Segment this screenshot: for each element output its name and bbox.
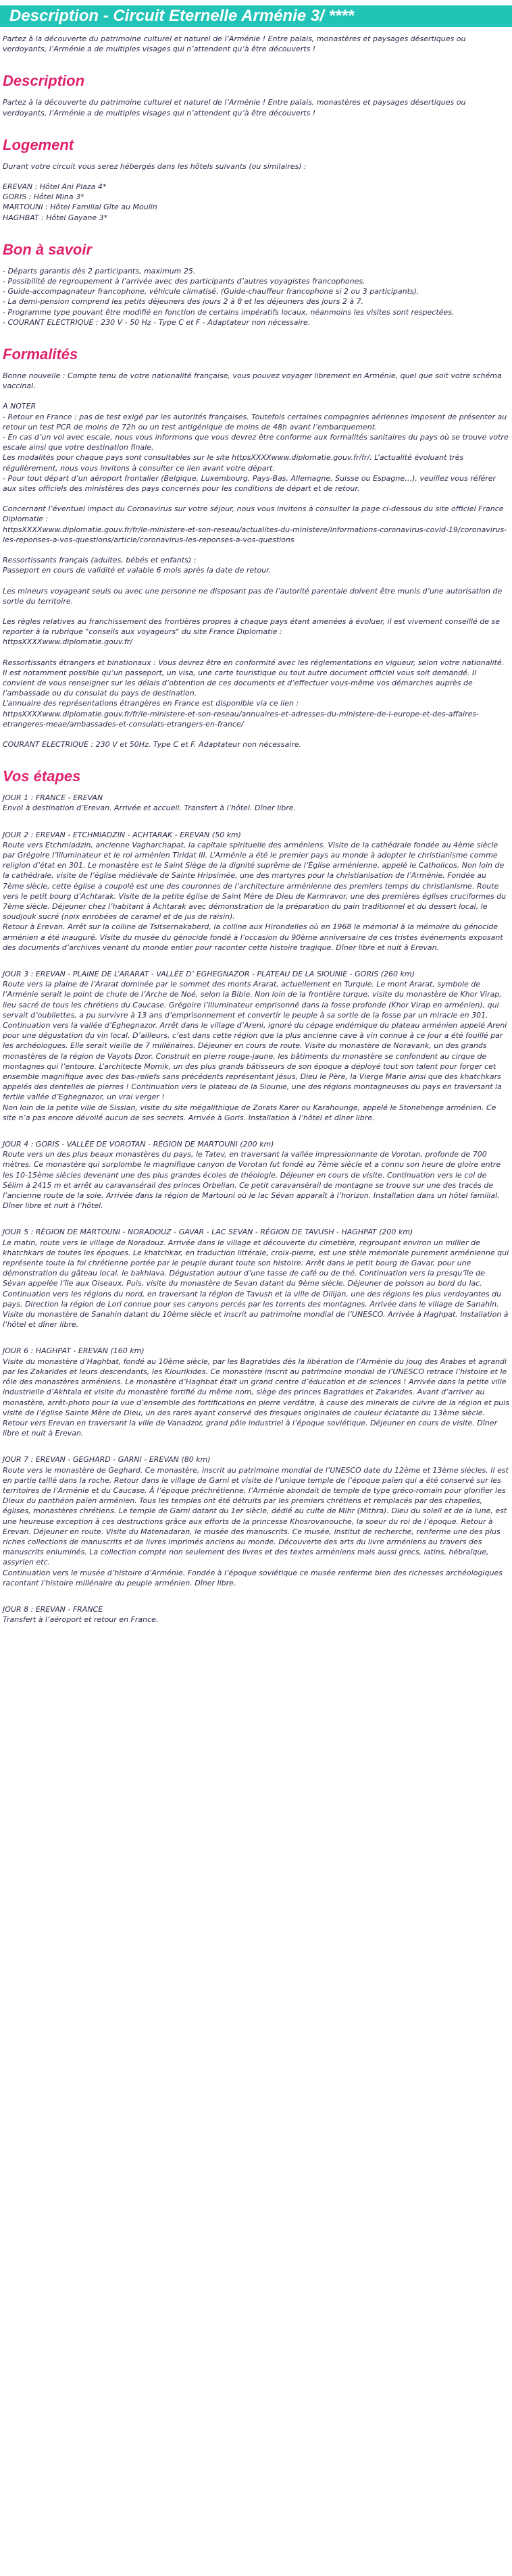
description-heading: Description: [3, 72, 85, 90]
bon-a-savoir-heading: Bon à savoir: [3, 240, 93, 258]
day-title: JOUR 2 : EREVAN - ETCHMIADZIN - ACHTARAK - EREVAN (50 km): [3, 830, 241, 839]
logement-heading: Logement: [3, 136, 74, 153]
hotel-list: [3, 182, 509, 223]
day-text: Envol à destination d’Erevan. Arrivée et accueil. Transfert à l’hôtel. Dîner libre.: [3, 804, 297, 813]
info-item: - Guide-accompagnateur francophone, véhicule climatisé. (Guide-chauffeur francophone si 2 ou 3 participants).: [3, 287, 419, 296]
formalites-section: [3, 345, 509, 750]
intro-text: Partez à la découverte du patrimoine culturel et naturel de l’Arménie ! Entre palais, monastères et paysages désertiques ou verdoyants, l’Arménie a de multiples visages qui n’attendent qu’à être découverts !: [3, 34, 468, 54]
day-text: Route vers le monastère de Geghard. Ce monastère, inscrit au patrimoine mondial de l’UNESCO date du 12ème et 13ème siècles. Il est en partie taillé dans la roche. Retour dans le village de Garni et visite de l’unique temple de l’époque païen qui a été conservé sur les territoires de l’Arménie et du Caucase. À l’époque préchrétienne, l’Arménie abondait de temple de type gréco-romain pour glorifier les Dieux du panthéon païen arménien. Tous les temples ont été détruits par les premiers chrétiens et remplacés par des chapelles, églises, monastères chrétiens. Le temple de Garni datant du 1er siècle, dédié au culte de Mihr (Mithra). Dieu du soleil et de la lune, est une heureuse exception à ces destructions grâce aux efforts de la princesse Khosrovanouche, la soeur du roi de l’époque. Retour à Erevan. Déjeuner en route. Visite du Matenadaran, le musée des manuscrits. Ce musée, institut de recherche, renferme une des plus riches collections de manuscrits et de livres imprimés anciens au monde. Découverte des arts du livre arméniens au travers des manuscrits enluminés. La collection compte non seulement des livres et des textes arméniens mais aussi grecs, latins, hébraïque, assyrien etc. Continuation vers le musée d’histoire d’Arménie. Fondée à l’époque soviétique ce musée renferme bien des richesses archéologiques racontant l’histoire millénaire du peuple arménien. Dîner libre.: [3, 1465, 509, 1587]
day-title: JOUR 5 : RÉGION DE MARTOUNI - NORADOUZ - GAVAR - LAC SEVAN - RÉGION DE TAVUSH - HAGHPAT (200 km): [3, 1228, 413, 1237]
description-section: [3, 72, 509, 117]
vos-etapes-section: [3, 767, 512, 1625]
day-text: Visite du monastère d’Haghbat, fondé au 10ème siècle, par les Bagratides dès la libération de l’Arménie du joug des Arabes et agrandi par les Zakarides et leurs descendants, les Kiourikides. Ce monastère inscrit au patrimoine mondial de l’UNESCO retrace l’histoire et le rôle des monastères arméniens. Le monastère d’Haghbat était un grand centre d’éducation et de sciences ! Arrivée dans la petite ville industrielle d’Akhtala et visite du monastère fortifié du même nom, siège des princes Bagratides et Zakarides. Avant d’arriver au monastère, arrêt-photo pour la vue d’ensemble des fortifications en pierre verdâtre, à cause des minerais de cuivre de la région et puis visite de l’église Sainte Mère de Dieu, un des rares ayant conservé des fresques originales de couleur éclatante du 13ème siècle. Retour vers Erevan en traversant la ville de Vanadzor, grand pôle industriel à l’époque soviétique. Déjeuner en cours de visite. Dîner libre et nuit à Erevan.: [3, 1357, 512, 1438]
day-title: JOUR 1 : FRANCE - EREVAN: [3, 793, 103, 803]
description-text: Partez à la découverte du patrimoine culturel et naturel de l’Arménie ! Entre palais, monastères et paysages désertiques ou verdoyants, l’Arménie a de multiples visages qui n’attendent qu’à être découverts !: [3, 98, 468, 117]
day-text: Le matin, route vers le village de Noradouz. Arrivée dans le village et découverte du cimetière, regroupant environ un millier de khatchkars de toutes les époques. Le khatchkar, en traduction littérale, croix-pierre, est une stèle mémoriale purement arménienne qui représente toute la foi chrétienne portée par le peuple durant toute son histoire. Arrêt dans le petit bourg de Gavar, pour une démonstration du gâteau local, le bakhlava. Dégustation autour d’une tasse de café ou de thé. Continuation vers la presqu’île de Sévan appelée l’île aux Oiseaux. Puis, visite du monastère de Sevan datant du 9ème siècle. Déjeuner de poisson au bord du lac. Continuation vers les régions du nord, en traversant la région de Tavush et la ville de Dilijan, une des régions les plus verdoyantes du pays. Direction la région de Lori connue pour ses canyons percés par les torrents des montagnes. Arrivée dans le village de Sanahin. Visite du monastère de Sanahin datant du 10ème siècle et inscrit au patrimoine mondial de l’UNESCO. Arrivée à Haghpat. Installation à l’hôtel et dîner libre.: [3, 1238, 511, 1330]
formalites-paragraph: Ressortissants français (adultes, bébés et enfants) : Passeport en cours de validité et valable 6 mois après la date de retour.: [3, 556, 272, 575]
day-title: JOUR 8 : EREVAN - FRANCE: [3, 1604, 103, 1614]
formalites-paragraph: Les règles relatives au franchissement des frontières propres à chaque pays étant amenées à évoluer, il est vivement conseillé de se reporter à la rubrique "conseils aux voyageurs" du site France Diplomatie : httpsXXXXwww.diplomatie.gouv.fr/: [3, 616, 500, 647]
vos-etapes-heading: Vos étapes: [3, 768, 81, 785]
bon-a-savoir-section: [3, 240, 509, 327]
hotel-item: EREVAN : Hôtel Ani Plaza 4*: [3, 182, 107, 192]
hotel-item: GORIS : Hôtel Mina 3*: [3, 192, 84, 202]
info-item: - Départs garantis dès 2 participants, maximum 25.: [3, 266, 196, 275]
info-item: - Possibilité de regroupement à l’arrivée avec des participants d’autres voyagistes francophones.: [3, 277, 365, 286]
formalites-paragraph: Bonne nouvelle : Compte tenu de votre nationalité française, vous pouvez voyager librement en Arménie, quel que soit votre schéma vaccinal.: [3, 371, 505, 391]
info-item: - COURANT ELECTRIQUE : 230 V - 50 Hz - Type C et F - Adaptateur non nécessaire.: [3, 317, 311, 327]
day-text: Route vers Etchmiadzin, ancienne Vagharchapat, la capitale spirituelle des arméniens. Visite de la cathédrale fondée au 4ème siècle par Grégoire l’Illuminateur et le roi arménien Tiridat III. L’Arménie a été le premier pays au monde à adopter le christianisme comme religion d’état en 301. Le monastère est le Saint Siège de la dignité suprême de l’Église arménienne, appelé le Catholicos. Non loin de la cathédrale, visite de l’église médiévale de Sainte Hripsimée, une des martyres pour la christianisation de l’Arménie. Fondée au 7ème siècle, cette église a coupolé est une des couronnes de l’architecture arménienne des premiers temps du christianisme. Route vers le petit bourg d’Achtarak. Visite de la petite église de Saint Mère de Dieu de Karmravor, une des premières églises cruciformes du 7ème siècle. Déjeuner chez l’habitant à Achtarak avec démonstration de la préparation du pain traditionnel et du dessert local, le soudjouk sucré (noix enrobées de caramel et de jus de raisin). Retour à Erevan. Arrêt sur la colline de Tsitsernakaberd, la colline aux Hirondelles où en 1968 le mémorial à la mémoire du génocide arménien a été inauguré. Visite du musée du génocide fondé à l’occasion du 90ème anniversaire de ces tristes événements exposant des documents d’archives venant du monde entier pour raconter cette histoire tragique. Dîner libre et nuit à Erevan.: [3, 840, 507, 952]
logement-section: [3, 136, 509, 223]
formalites-heading: Formalités: [3, 346, 78, 363]
hotel-item: HAGHBAT : Hôtel Gayane 3*: [3, 213, 108, 222]
page-banner: [0, 5, 512, 27]
hotel-item: MARTOUNI : Hôtel Familial Gîte au Moulin: [3, 203, 157, 212]
formalites-paragraph: Concernant l’éventuel impact du Coronavirus sur votre séjour, nous vous invitons à consulter la page ci-dessous du site officiel France Diplomatie : httpsXXXXwww.diplomatie.gouv.fr/fr/le-ministere-et-son-reseau/actualites-du-ministere/informations-coronavirus-covid-19/coronavirus-les-reponses-a-vos-questions/article/coronavirus-les-reponses-a-vos-questions: [3, 504, 507, 544]
content: [0, 34, 512, 1625]
formalites-paragraph: COURANT ELECTRIQUE : 230 V et 50Hz. Type C et F. Adaptateur non nécessaire.: [3, 739, 302, 749]
banner-title: Description - Circuit Eternelle Arménie 3/ ****: [9, 7, 354, 25]
day-title: JOUR 7 : EREVAN - GEGHARD - GARNI - EREVAN (80 km): [3, 1455, 211, 1465]
formalites-paragraph: Les mineurs voyageant seuls ou avec une personne ne disposant pas de l’autorité parentale doivent être munis d’une autorisation de sortie du territoire.: [3, 586, 505, 606]
day-text: Transfert à l’aéroport et retour en France.: [3, 1615, 159, 1625]
day-title: JOUR 4 : GORIS - VALLÉE DE VOROTAN - RÉGION DE MARTOUNI (200 km): [3, 1140, 274, 1149]
info-list: [3, 266, 509, 327]
formalites-paragraph: A NOTER - Retour en France : pas de test exigé par les autorités françaises. Toutefois certaines compagnies aériennes imposent de présenter au retour un test PCR de moins de 72h ou un test antigénique de moins de 48h avant l’embarquement. - En cas d’un vol avec escale, nous vous informons que vous devrez être conforme aux formalités sanitaires du pays où se trouve votre escale ainsi que votre destination finale. Les modalités pour chaque pays sont consultables sur le site httpsXXXXwww.diplomatie.gouv.fr/fr/. L’actualité évoluant très régulièrement, nous vous invitons à consulter ce lien avant votre départ. - Pour tout départ d’un aéroport frontalier (Belgique, Luxembourg, Pays-Bas, Allemagne, Suisse ou Espagne…), veuillez vous référer aux sites officiels des ministères des pays concernés pour les conditions de départ et de retour.: [3, 402, 509, 494]
day-title: JOUR 3 : EREVAN - PLAINE DE L’ARARAT - VALLÉE D’ EGHEGNAZOR - PLATEAU DE LA SIOUNIE - GORIS (260 km): [3, 969, 415, 978]
day-text: Route vers la plaine de l’Ararat dominée par le sommet des monts Ararat, actuellement en Turquie. Le mont Ararat, symbole de l’Arménie serait le point de chute de l’Arche de Noé, selon la Bible. Non loin de la frontière turque, visite du monastère de Khor Virap, lieu sacré de tous les chrétiens du Caucase. Grégoire l’Illuminateur emprisonné dans la fosse profonde (Khor Virap en arménien), qui servait d’oubliettes, a pu survivre à 13 ans d’emprisonnement et convertir le peuple à sa sortie de la fosse par un miracle en 301. Continuation vers la vallée d’Eghegnazor. Arrêt dans le village d’Areni, ignoré du cépage endémique du plateau arménien appelé Areni pour une dégustation du vin local. D’ailleurs, c’est dans cette région que la plus ancienne cave à vin connue à ce jour a été fouillé par les archéologues. Elle serait vieille de 7 millénaires. Déjeuner en cours de route. Visite du monastère de Noravank, un des grands monastères de la région de Vayots Dzor. Construit en pierre rouge-jaune, les bâtiments du monastère se confondent au cirque de montagnes qui l’entoure. L’architecte Momik, un des plus grands bâtisseurs de son époque a déployé tout son talent pour forger cet ensemble magnifique avec des bas-reliefs sans précédents représentant Jésus, Dieu le Père, la Vierge Marie ainsi que des khatchkars appelés des dentelles de pierres ! Continuation vers le plateau de la Siounie, une des régions montagneuses du pays en traversant la fertile vallée d’Eghegnazor, un vrai verger ! Non loin de la petite ville de Sissian, visite du site mégalithique de Zorats Karer ou Karahounge, appelé le Stonehenge arménien. Ce site n’a pas encore dévoilé aucun de ses secrets. Arrivée à Goris. Installation à l’hôtel et dîner libre.: [3, 980, 507, 1122]
day-title: JOUR 6 : HAGHPAT - EREVAN (160 km): [3, 1346, 145, 1356]
logement-lead: Durant votre circuit vous serez hébergés dans les hôtels suivants (ou similaires) :: [3, 161, 307, 171]
info-item: - La demi-pension comprend les petits déjeuners des jours 2 à 8 et les déjeuners des jours 2 à 7.: [3, 297, 364, 307]
day-text: Route vers un des plus beaux monastères du pays, le Tatev, en traversant la vallée impressionnante de Vorotan, profonde de 700 mètres. Ce monastère qui surplombe le magnifique canyon de Vorotan fut fondé au 7ème siècle et a connu son heure de gloire entre les 10-15ème siècles devenant une des plus grandes écoles de théologie. Déjeuner en cours de visite. Continuation vers le col de Sélim à 2415 m et arrêt au caravansérail des princes Orbelian. Ce petit caravansérail de montagne se trouve sur une des tracés de l’ancienne route de la soie. Arrivée dans la région de Martouni où le lac Sévan apparaît à l’horizon. Installation dans un hôtel familial. Dîner libre et nuit à l’hôtel.: [3, 1150, 503, 1211]
formalites-paragraph: Ressortissants étrangers et binationaux : Vous devrez être en conformité avec les réglementations en vigueur, selon votre nationalité. Il est notamment possible qu’un passeport, un visa, une carte touristique ou tout autre document officiel vous soit demandé. Il convient de vous renseigner sur les délais d’obtention de ces documents et d’effectuer vous-même vos démarches auprès de l’ambassade ou du consulat du pays de destination. L’annuaire des représentations étrangères en France est disponible via ce lien : httpsXXXXwww.diplomatie.gouv.fr/fr/le-ministere-et-son-reseau/annuaires-et-adresses-du-ministere-de-l-europe-et-des-affaires-etrangeres-meae/ambassades-et-consulats-etrangers-en-france/: [3, 658, 505, 729]
info-item: - Programme type pouvant être modifié en fonction de certains impératifs locaux, néanmoins les visites sont respectées.: [3, 307, 455, 317]
